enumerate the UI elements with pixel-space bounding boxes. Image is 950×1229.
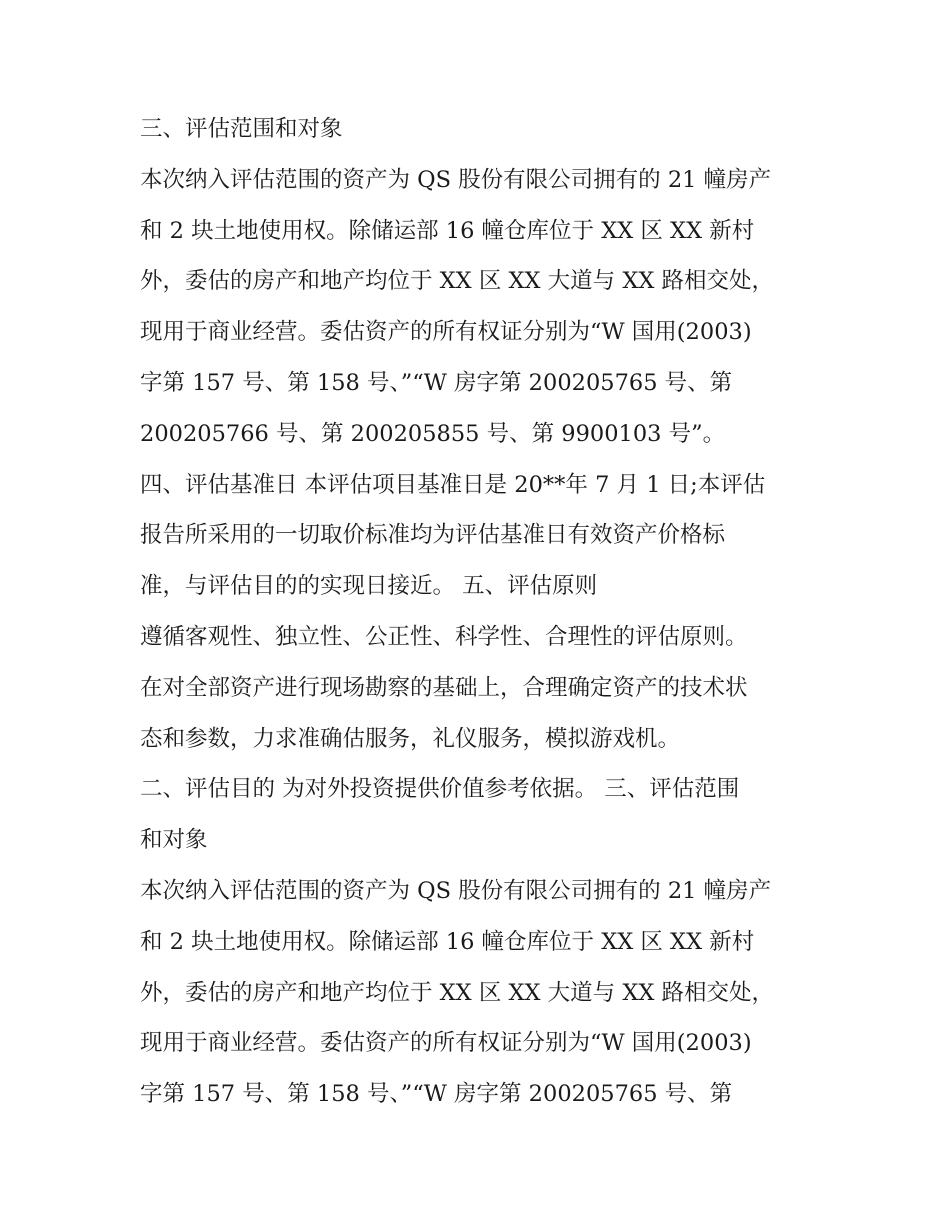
text-line: 报告所采用的一切取价标准均为评估基准日有效资产价格标 xyxy=(140,522,726,549)
text-line: 字第 157 号、第 158 号、”“W 房字第 200205765 号、第 xyxy=(140,369,733,396)
text-line: 外，委估的房产和地产均位于 XX 区 XX 大道与 XX 路相交处， xyxy=(140,979,775,1006)
text-line: 现用于商业经营。委估资产的所有权证分别为“W 国用(2003) xyxy=(140,1030,752,1057)
text-line: 四、评估基准日 本评估项目基准日是 20**年 7 月 1 日;本评估 xyxy=(140,471,766,498)
text-line: 200205766 号、第 200205855 号、第 9900103 号”。 xyxy=(140,420,726,447)
text-line: 外，委估的房产和地产均位于 XX 区 XX 大道与 XX 路相交处， xyxy=(140,268,775,295)
text-line: 现用于商业经营。委估资产的所有权证分别为“W 国用(2003) xyxy=(140,319,752,346)
text-line: 字第 157 号、第 158 号、”“W 房字第 200205765 号、第 xyxy=(140,1081,733,1108)
text-line: 遵循客观性、独立性、公正性、科学性、合理性的评估原则。 xyxy=(140,623,748,650)
text-line: 二、评估目的 为对外投资提供价值参考依据。 三、评估范围 xyxy=(140,776,740,803)
text-line: 三、评估范围和对象 xyxy=(140,116,343,142)
text-line: 在对全部资产进行现场勘察的基础上，合理确定资产的技术状 xyxy=(140,674,748,701)
text-line: 态和参数，力求准确估服务，礼仪服务，模拟游戏机。 xyxy=(140,725,681,752)
document-body xyxy=(140,104,840,1120)
text-line: 本次纳入评估范围的资产为 QS 股份有限公司拥有的 21 幢房产 xyxy=(140,877,772,904)
text-line: 和对象 xyxy=(140,827,208,854)
text-line: 和 2 块土地使用权。除储运部 16 幢仓库位于 XX 区 XX 新村 xyxy=(140,928,755,955)
text-line: 本次纳入评估范围的资产为 QS 股份有限公司拥有的 21 幢房产 xyxy=(140,166,772,193)
text-line: 和 2 块土地使用权。除储运部 16 幢仓库位于 XX 区 XX 新村 xyxy=(140,217,755,244)
text-line: 准，与评估目的的实现日接近。 五、评估原则 xyxy=(140,573,598,600)
